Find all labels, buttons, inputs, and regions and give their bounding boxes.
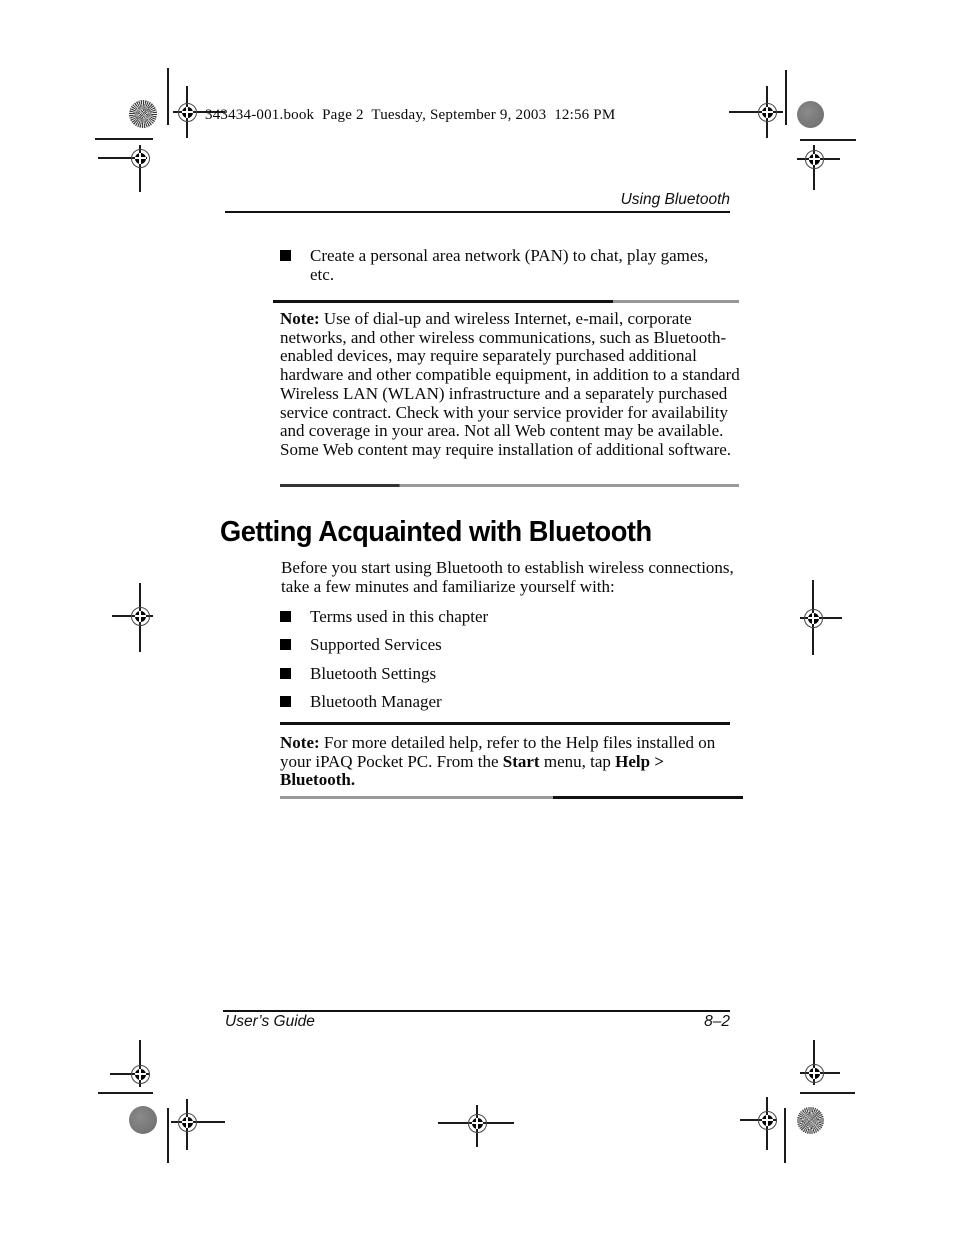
bullet-text: Supported Services bbox=[310, 635, 442, 655]
bold-text: Help > bbox=[615, 751, 665, 771]
footer-book-title: User’s Guide bbox=[225, 1013, 315, 1030]
square-bullet-icon bbox=[280, 611, 291, 622]
bold-text: Bluetooth. bbox=[280, 770, 356, 790]
square-bullet-icon bbox=[280, 639, 291, 650]
halftone-dot-icon bbox=[797, 101, 824, 128]
square-bullet-icon bbox=[280, 668, 291, 679]
bold-text: Note: bbox=[280, 309, 320, 328]
printer-stamp-text: 343434-001.book Page 2 Tuesday, September 9, 2003 12:56 PM bbox=[205, 107, 616, 123]
list-item bbox=[280, 692, 740, 720]
body-text: For more detailed help, refer to the Help files installed on your iPAQ Pocket PC. From the bbox=[280, 733, 716, 771]
page-footer bbox=[225, 1013, 730, 1031]
footer-page-number: 8–2 bbox=[704, 1013, 730, 1030]
note-block-wireless bbox=[280, 310, 740, 460]
note-rule-bottom bbox=[280, 796, 743, 799]
list-item bbox=[280, 635, 740, 663]
trim-mark-line bbox=[167, 68, 169, 125]
bullet-text: Bluetooth Manager bbox=[310, 691, 442, 711]
square-bullet-icon bbox=[280, 696, 291, 707]
header-rule bbox=[225, 211, 730, 213]
section-heading: Getting Acquainted with Bluetooth bbox=[220, 516, 652, 548]
list-item bbox=[280, 607, 740, 635]
trim-mark-line bbox=[785, 70, 787, 125]
trim-mark-line bbox=[95, 138, 153, 140]
body-text: Use of dial-up and wireless Internet, e-mail, corporate networks, and other wireless communications, such as Bluetooth-enabled devices, may require separately purchased additional hardware and other compatible equipment, in addition to a standard Wireless LAN (WLAN) infrastructure and a separately purchased service contract. Check with your service provider for availability and coverage in your area. Not all Web content may be available. Some Web content may require installation of additional software. bbox=[280, 309, 740, 459]
note-rule-top bbox=[273, 300, 739, 303]
bullet-text: Create a personal area network (PAN) to chat, play games, etc. bbox=[310, 246, 709, 284]
footer-rule bbox=[223, 1010, 730, 1012]
body-text: menu, tap bbox=[539, 751, 616, 771]
bullet-text: Bluetooth Settings bbox=[310, 663, 437, 683]
trim-mark-line bbox=[98, 1092, 153, 1094]
square-bullet-icon bbox=[280, 250, 291, 261]
trim-mark-line bbox=[800, 139, 856, 141]
trim-mark-line bbox=[167, 1108, 169, 1163]
list-item bbox=[280, 246, 740, 284]
bullet-text: Terms used in this chapter bbox=[310, 607, 489, 626]
bold-text: Start bbox=[502, 751, 540, 771]
intro-bullet-list bbox=[280, 246, 740, 284]
bold-text: Note: bbox=[280, 733, 320, 752]
section-intro-paragraph: Before you start using Bluetooth to establish wireless connections, take a few minutes and familiarize yourself with: bbox=[281, 558, 734, 596]
note-rule-top bbox=[280, 722, 730, 725]
chapter-bullet-list bbox=[280, 607, 740, 720]
halftone-dot-icon bbox=[129, 100, 157, 128]
halftone-dot-icon bbox=[797, 1107, 824, 1134]
running-header: Using Bluetooth bbox=[620, 191, 730, 208]
trim-mark-line bbox=[784, 1108, 786, 1163]
list-item bbox=[280, 664, 740, 692]
halftone-dot-icon bbox=[129, 1106, 157, 1134]
trim-mark-line bbox=[800, 1092, 855, 1094]
note-rule-bottom bbox=[280, 484, 739, 487]
note-block-help bbox=[280, 734, 740, 790]
